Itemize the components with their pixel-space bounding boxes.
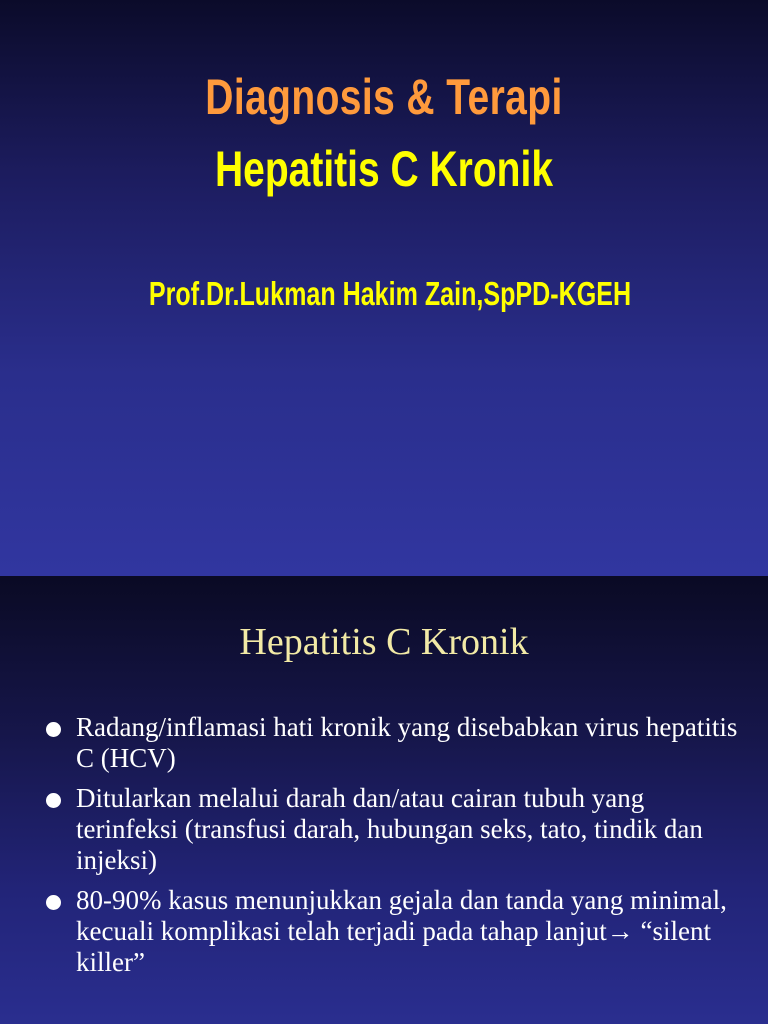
bullet-text: Radang/inflamasi hati kronik yang disebabkan virus hepatitis C (HCV): [76, 712, 738, 773]
bullet-dot-icon: [46, 722, 61, 737]
slide-title-line2: Hepatitis C Kronik: [214, 141, 554, 197]
bullet-item: [46, 885, 746, 978]
bullet-dot-icon: [46, 793, 61, 808]
bullet-item: [46, 783, 746, 876]
slide-heading: Hepatitis C Kronik: [239, 621, 529, 663]
slide-hepatitis-c-kronik: [0, 576, 768, 1024]
bullet-list: [46, 712, 746, 987]
bullet-dot-icon: [46, 895, 61, 910]
slide-title-line1: Diagnosis & Terapi: [205, 69, 563, 125]
bullet-text: 80-90% kasus menunjukkan gejala dan tanda yang minimal, kecuali komplikasi telah terjadi pada tahap lanjut→ “silent killer”: [76, 885, 727, 977]
slide-author: Prof.Dr.Lukman Hakim Zain,SpPD-KGEH: [148, 275, 632, 312]
bullet-item: [46, 712, 746, 774]
bullet-text: Ditularkan melalui darah dan/atau cairan tubuh yang terinfeksi (transfusi darah, hubungan seks, tato, tindik dan injeksi): [76, 783, 703, 875]
